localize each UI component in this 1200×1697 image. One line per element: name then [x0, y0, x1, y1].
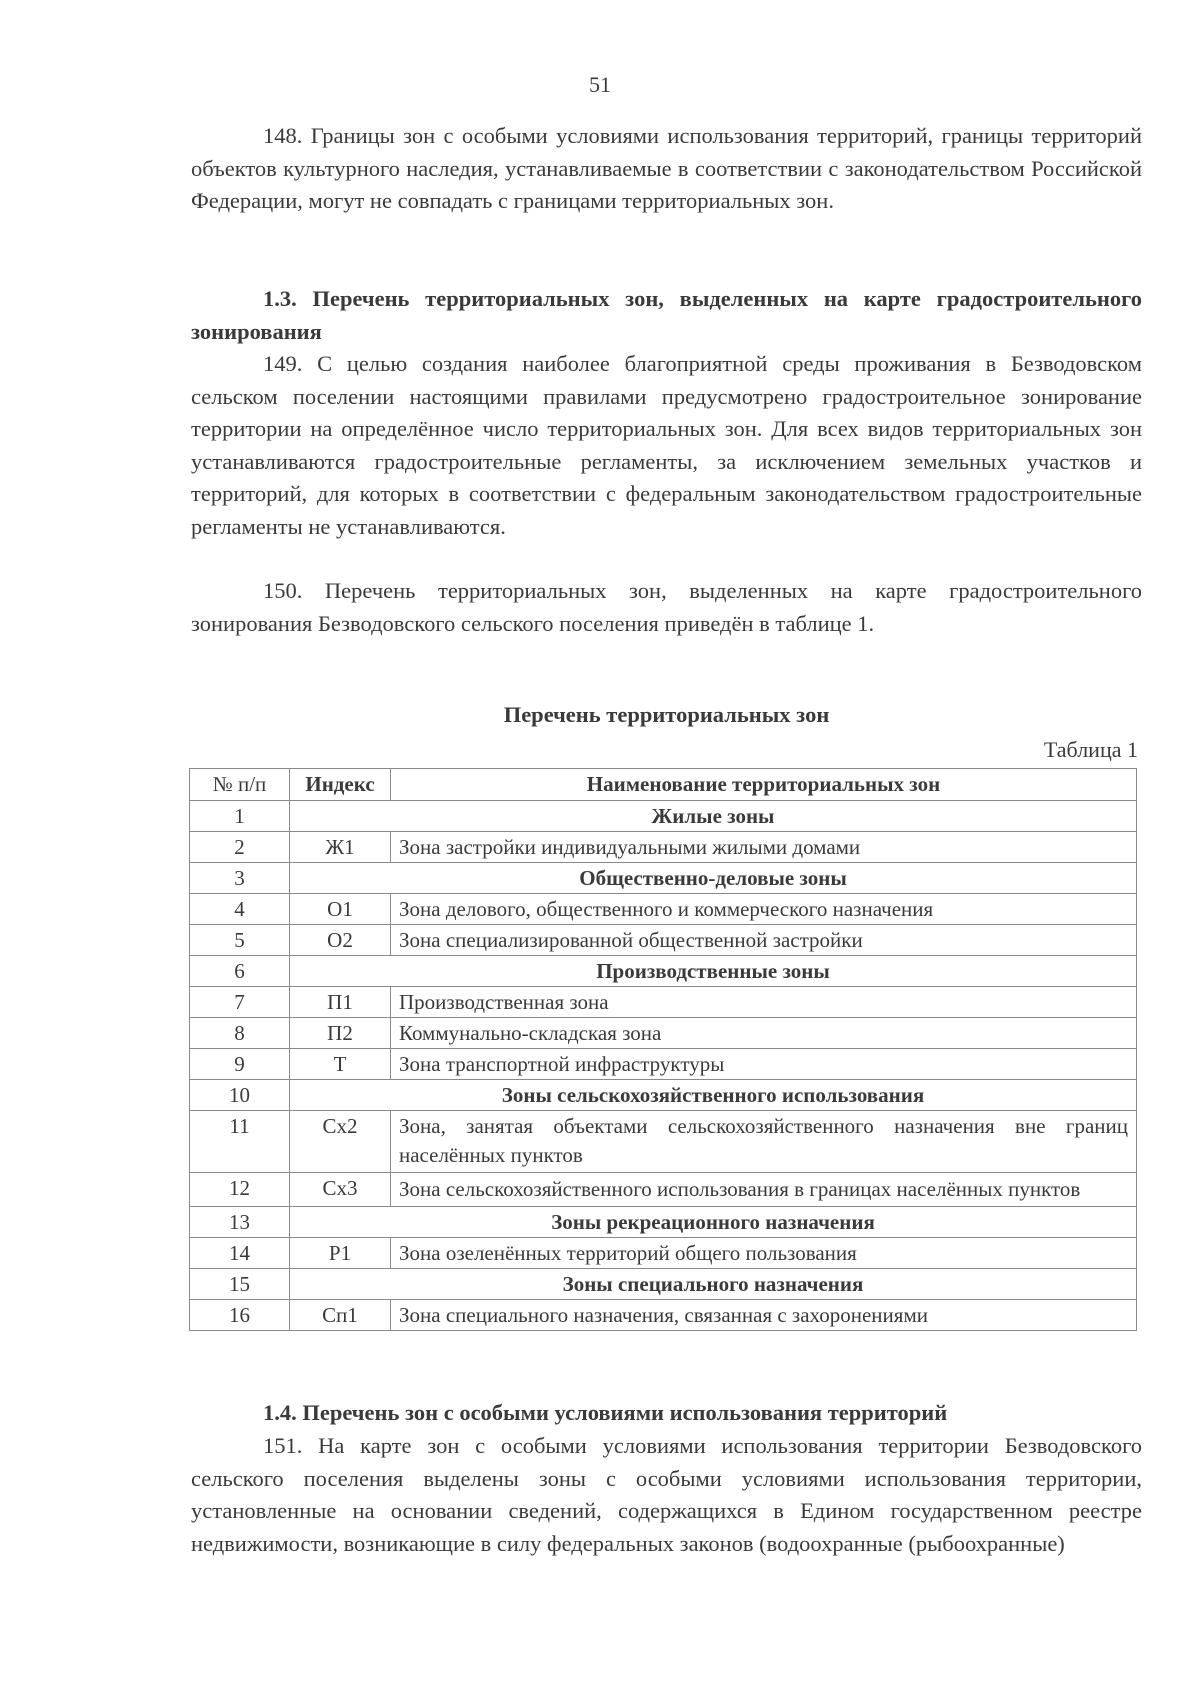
table-row	[190, 894, 1137, 925]
table-row	[190, 925, 1137, 956]
table-row	[190, 956, 1137, 987]
zone-name: Зона специализированной общественной застройки	[391, 925, 1137, 956]
row-number: 16	[190, 1300, 290, 1331]
paragraph-151	[191, 1430, 1142, 1560]
row-number: 11	[190, 1111, 290, 1173]
paragraph-151-text: 151. На карте зон с особыми условиями использования территории Безводовского сельского поселения выделены зоны с особыми условиями использования территории, установленные на основании сведений, содержащихся в Едином государственном реестре недвижимости, возникающие в силу федеральных законов (водоохранные (рыбоохранные)	[191, 1433, 1142, 1556]
row-number: 12	[190, 1173, 290, 1207]
row-number: 1	[190, 801, 290, 832]
section-heading-1-4	[191, 1397, 1142, 1430]
row-number: 10	[190, 1080, 290, 1111]
paragraph-148	[191, 120, 1142, 218]
table-row	[190, 1018, 1137, 1049]
zone-index: Сх2	[290, 1111, 391, 1173]
paragraph-149-text: 149. С целью создания наиболее благоприятной среды проживания в Безводовском сельском поселении настоящими правилами предусмотрено градостроительное зонирование территории на определённое число территориальных зон. Для всех видов территориальных зон устанавливаются градостроительные регламенты, за исключением земельных участков и территорий, для которых в соответствии с федеральным законодательством градостроительные регламенты не устанавливаются.	[191, 351, 1142, 539]
section-heading-1-4-text: 1.4. Перечень зон с особыми условиями использования территорий	[263, 1400, 948, 1425]
row-number: 2	[190, 832, 290, 863]
table-row	[190, 987, 1137, 1018]
zone-group-title: Зоны сельскохозяйственного использования	[290, 1080, 1137, 1111]
zone-index: П1	[290, 987, 391, 1018]
row-number: 5	[190, 925, 290, 956]
table-row	[190, 1080, 1137, 1111]
section-heading-1-3	[191, 283, 1142, 348]
zone-group-title: Производственные зоны	[290, 956, 1137, 987]
zones-table-body	[190, 801, 1137, 1331]
zone-group-title: Жилые зоны	[290, 801, 1137, 832]
header-name: Наименование территориальных зон	[391, 769, 1137, 801]
zone-group-title: Зоны специального назначения	[290, 1269, 1137, 1300]
paragraph-150-text: 150. Перечень территориальных зон, выделенных на карте градостроительного зонирования Безводовского сельского поселения приведён в таблице 1.	[191, 578, 1142, 636]
table-row	[190, 1269, 1137, 1300]
paragraph-149	[191, 348, 1142, 543]
zone-name: Зона, занятая объектами сельскохозяйственного назначения вне границ населённых пунктов	[391, 1111, 1137, 1173]
row-number: 7	[190, 987, 290, 1018]
row-number: 9	[190, 1049, 290, 1080]
zone-index: Т	[290, 1049, 391, 1080]
zone-name: Зона делового, общественного и коммерческого назначения	[391, 894, 1137, 925]
zone-index: О1	[290, 894, 391, 925]
table-row	[190, 1238, 1137, 1269]
paragraph-148-text: 148. Границы зон с особыми условиями использования территорий, границы территорий объектов культурного наследия, устанавливаемые в соответствии с законодательством Российской Федерации, могут не совпадать с границами территориальных зон.	[191, 123, 1142, 213]
table-row	[190, 1300, 1137, 1331]
page-number: 51	[589, 72, 611, 97]
row-number: 13	[190, 1207, 290, 1238]
zones-table	[189, 768, 1137, 1331]
table-row	[190, 1111, 1137, 1173]
zone-name: Зона озеленённых территорий общего пользования	[391, 1238, 1137, 1269]
zone-index: Р1	[290, 1238, 391, 1269]
row-number: 14	[190, 1238, 290, 1269]
table-row	[190, 1173, 1137, 1207]
zone-index: Ж1	[290, 832, 391, 863]
table-row	[190, 1207, 1137, 1238]
paragraph-150	[191, 575, 1142, 640]
row-number: 6	[190, 956, 290, 987]
row-number: 3	[190, 863, 290, 894]
zone-name: Зона транспортной инфраструктуры	[391, 1049, 1137, 1080]
table-row	[190, 801, 1137, 832]
zone-index: П2	[290, 1018, 391, 1049]
row-number: 15	[190, 1269, 290, 1300]
zone-name: Зона специального назначения, связанная с захоронениями	[391, 1300, 1137, 1331]
zone-name: Коммунально-складская зона	[391, 1018, 1137, 1049]
zone-index: Сх3	[290, 1173, 391, 1207]
row-number: 4	[190, 894, 290, 925]
zone-name: Производственная зона	[391, 987, 1137, 1018]
table-row	[190, 863, 1137, 894]
header-index: Индекс	[290, 769, 391, 801]
table-header-row	[190, 769, 1137, 801]
zone-name: Зона застройки индивидуальными жилыми домами	[391, 832, 1137, 863]
zone-name: Зона сельскохозяйственного использования в границах населённых пунктов	[391, 1173, 1137, 1207]
zone-index: Сп1	[290, 1300, 391, 1331]
section-heading-1-3-text: 1.3. Перечень территориальных зон, выделенных на карте градостроительного зонирования	[191, 286, 1142, 344]
table-title: Перечень территориальных зон	[503, 702, 830, 727]
zone-group-title: Общественно-деловые зоны	[290, 863, 1137, 894]
table-number: Таблица 1	[1043, 737, 1138, 762]
table-row	[190, 832, 1137, 863]
table-row	[190, 1049, 1137, 1080]
zone-index: О2	[290, 925, 391, 956]
zone-group-title: Зоны рекреационного назначения	[290, 1207, 1137, 1238]
row-number: 8	[190, 1018, 290, 1049]
header-number: № п/п	[190, 769, 290, 801]
